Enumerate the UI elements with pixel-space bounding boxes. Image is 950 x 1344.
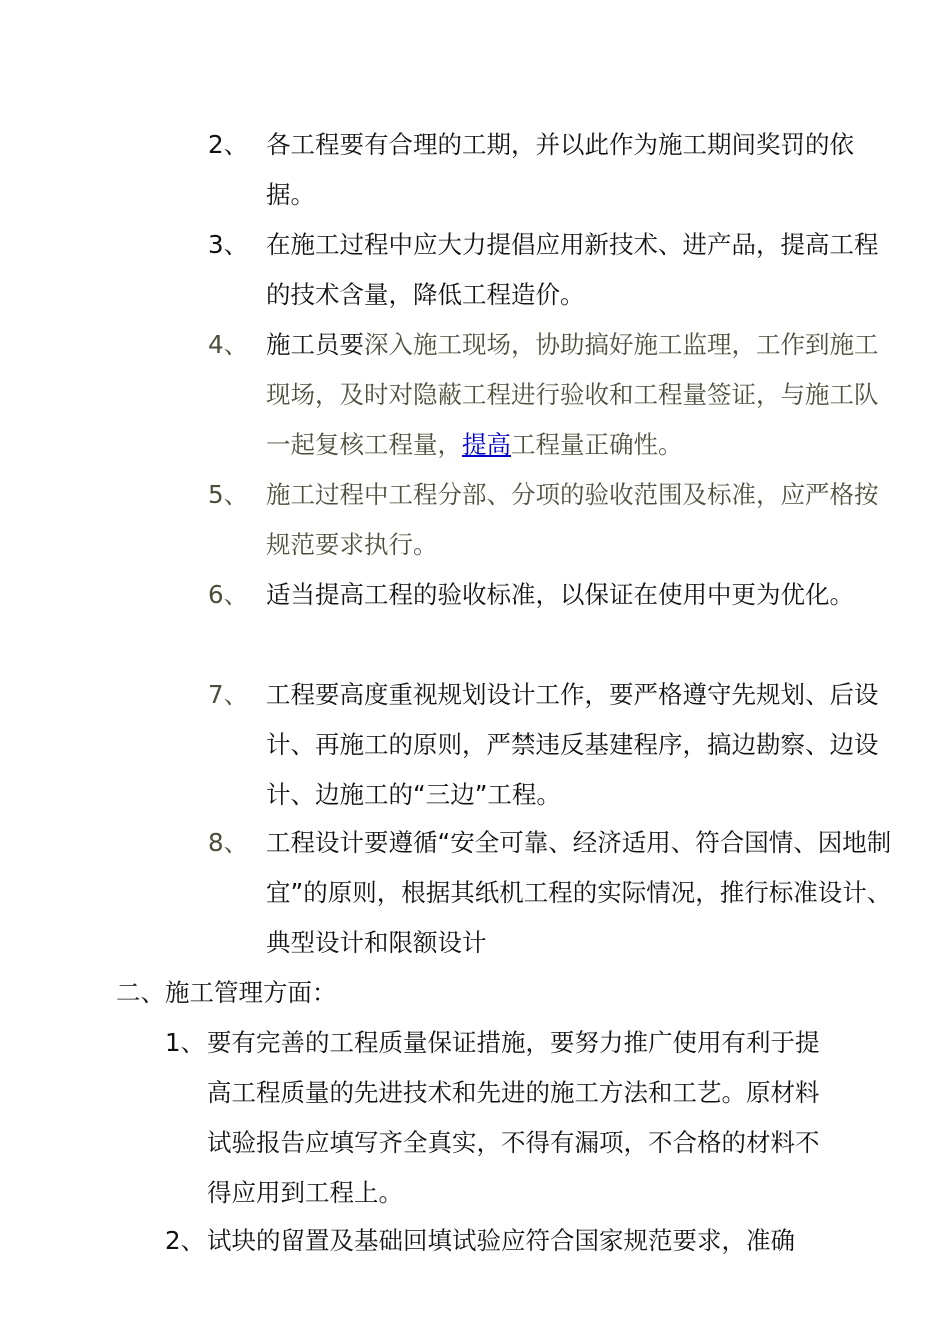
sub-number: 2、 [165,1226,206,1255]
list-item-5 [208,470,908,570]
list-text-part: 工程量正确性。 [511,430,683,459]
inline-link[interactable]: 提高 [462,430,511,459]
list-item-8 [208,818,908,968]
list-text: 工程设计要遵循“安全可靠、经济适用、符合国情、因地制宜”的原则，根据其纸机工程的实际情况，推行标准设计、典型设计和限额设计 [266,828,892,957]
sub-text: 要有完善的工程质量保证措施，要努力推广使用有利于提高工程质量的先进技术和先进的施工方法和工艺。原材料试验报告应填写齐全真实，不得有漏项，不合格的材料不得应用到工程上。 [207,1028,820,1207]
list-item-4 [208,320,908,470]
list-text-part: 施工员要 [266,330,364,359]
section-heading: 二、施工管理方面： [116,978,337,1007]
list-number: 5、 [208,480,249,509]
sub-number: 1、 [165,1028,206,1057]
list-number: 7、 [208,680,249,709]
list-text: 适当提高工程的验收标准，以保证在使用中更为优化。 [266,580,854,609]
sub-item-2 [165,1216,835,1266]
sub-item-1 [165,1018,835,1218]
list-item-2 [208,120,908,220]
list-number: 4、 [208,330,249,359]
list-text: 在施工过程中应大力提倡应用新技术、进产品，提高工程的技术含量，降低工程造价。 [266,230,879,309]
list-number: 8、 [208,828,249,857]
list-item-7 [208,670,908,820]
list-text [266,320,894,470]
list-number: 2、 [208,130,249,159]
list-number: 6、 [208,580,249,609]
list-text: 各工程要有合理的工期，并以此作为施工期间奖罚的依据。 [266,130,854,209]
list-item-3 [208,220,908,320]
list-item-6 [208,570,908,620]
list-text: 工程要高度重视规划设计工作，要严格遵守先规划、后设计、再施工的原则，严禁违反基建程序，搞边勘察、边设计、边施工的“三边”工程。 [266,680,879,809]
list-text-part: 深入施工现场，协助搞好施工监理，工作到施工现场，及时对隐蔽工程进行验收和工程量签证，与施工队一起复核工程量， [266,330,879,459]
list-number: 3、 [208,230,249,259]
list-text: 施工过程中工程分部、分项的验收范围及标准，应严格按规范要求执行。 [266,480,879,559]
sub-text: 试块的留置及基础回填试验应符合国家规范要求，准确 [207,1226,795,1255]
